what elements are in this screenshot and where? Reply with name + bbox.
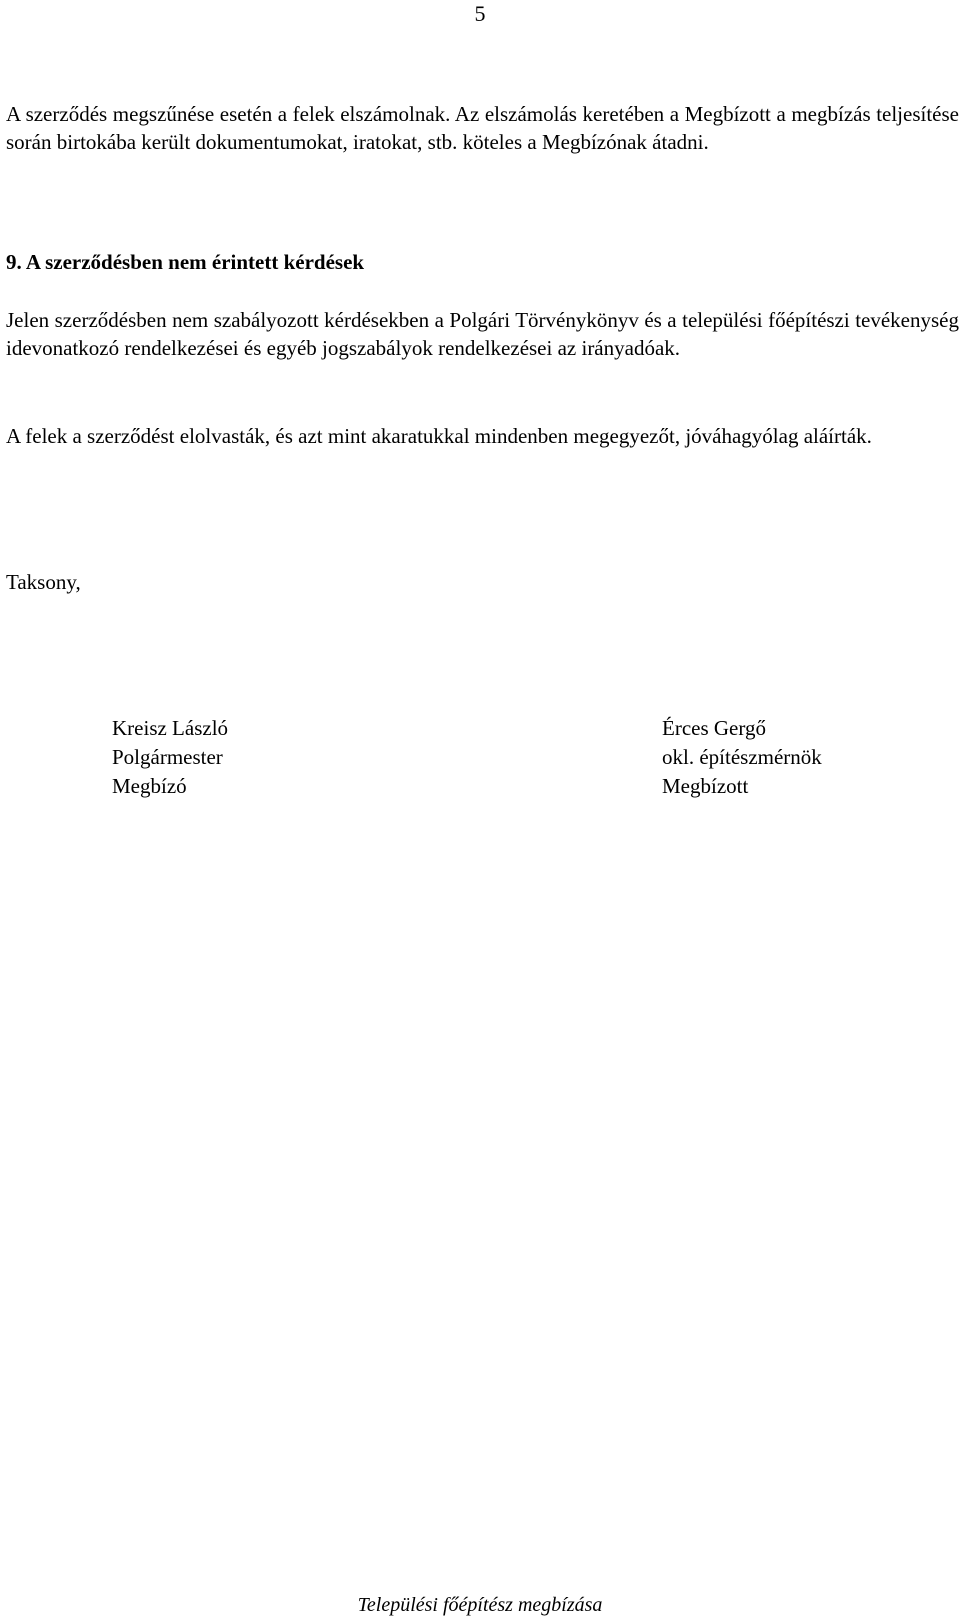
contractor-name: Érces Gergő: [662, 716, 766, 740]
section-heading: 9. A szerződésben nem érintett kérdések: [6, 250, 365, 274]
settlement-paragraph: A szerződés megszűnése esetén a felek elszámolnak. Az elszámolás keretében a Megbízott a megbízás teljesítése során birtokába került dokumentumokat, iratokat, stb. köteles a Megbízónak átadni.: [6, 102, 959, 154]
governing-law-paragraph: Jelen szerződésben nem szabályozott kérdésekben a Polgári Törvénykönyv és a települési főépítészi tevékenység idevonatkozó rendelkezései és egyéb jogszabályok rendelkezései az irányadóak.: [6, 308, 959, 360]
client-role: Megbízó: [112, 774, 187, 798]
signing-place: Taksony,: [6, 570, 81, 594]
approval-paragraph: A felek a szerződést elolvasták, és azt mint akaratukkal mindenben megegyezőt, jóváhagyólag aláírták.: [6, 424, 872, 448]
page-number: 5: [474, 1, 486, 26]
signature-block-contractor: [662, 714, 822, 801]
client-title: Polgármester: [112, 745, 223, 769]
signature-block-client: [112, 714, 228, 801]
contractor-role: Megbízott: [662, 774, 749, 798]
contractor-title: okl. építészmérnök: [662, 745, 822, 769]
page-footer: Települési főépítész megbízása: [357, 1594, 603, 1616]
client-name: Kreisz László: [112, 716, 229, 740]
